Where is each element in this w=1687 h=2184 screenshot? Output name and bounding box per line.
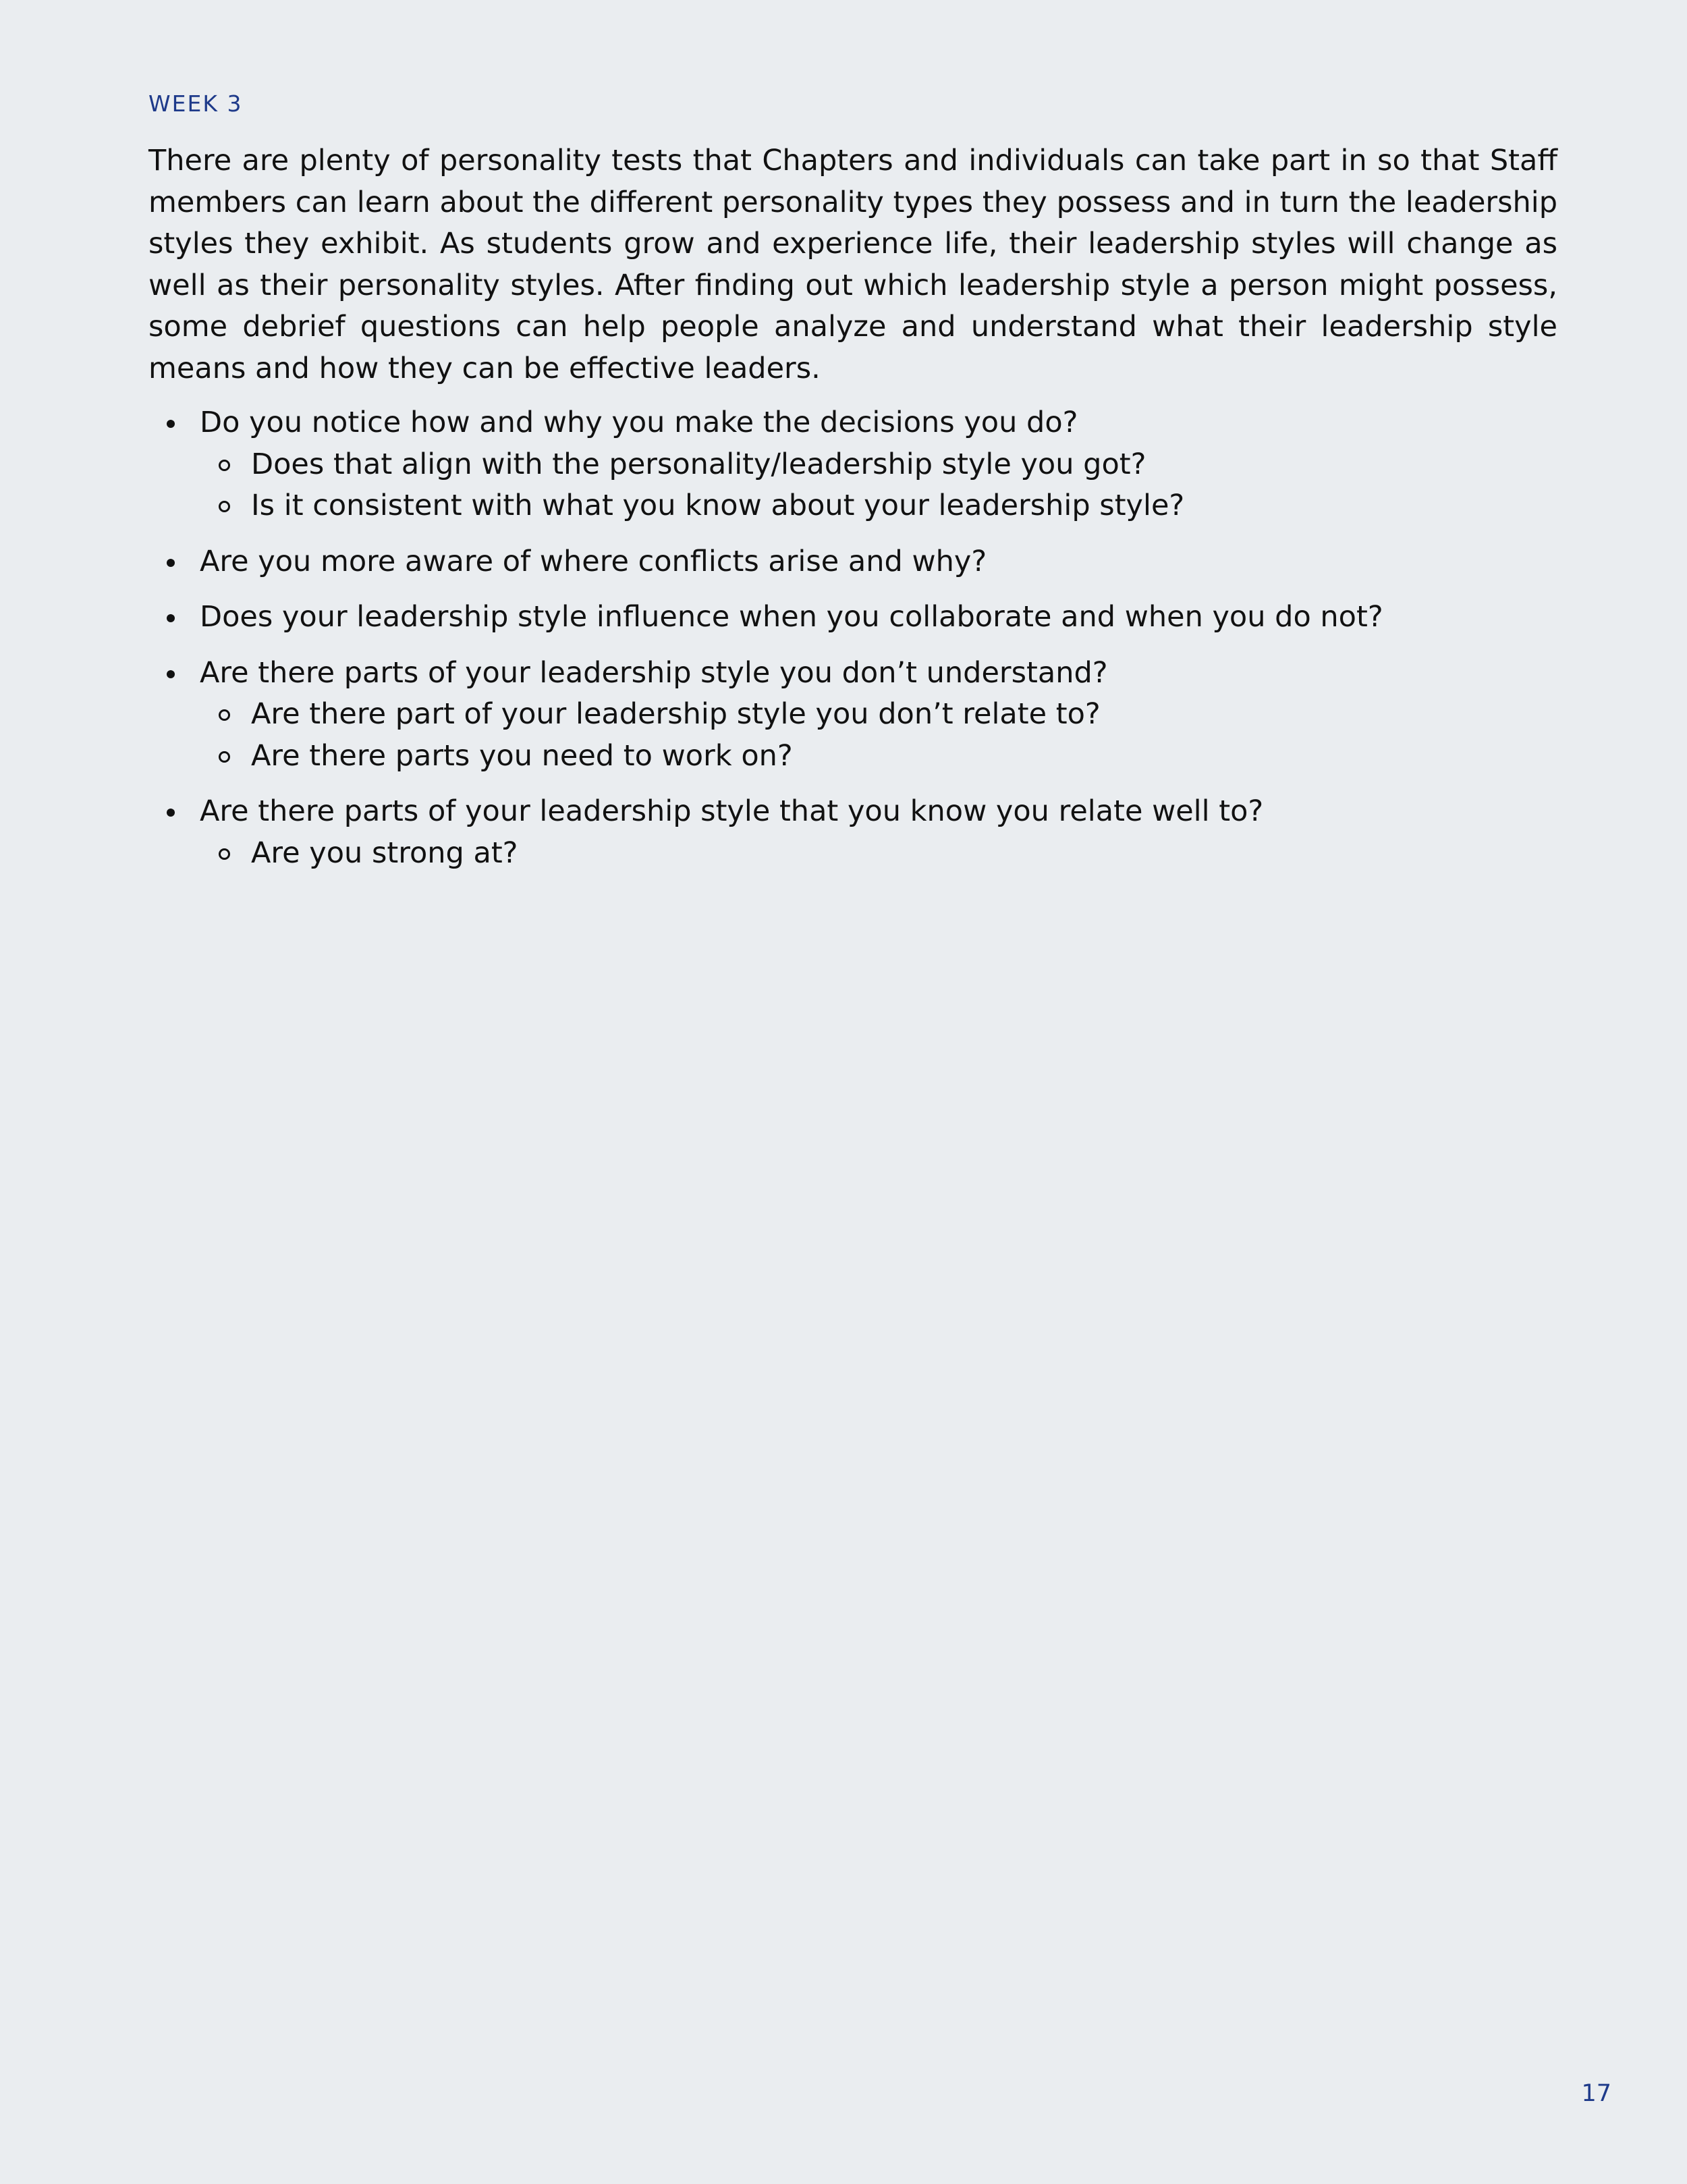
- section-label: WEEK 3: [148, 90, 243, 117]
- sub-question-item: Are there parts you need to work on?: [251, 736, 1651, 777]
- question-item: [200, 541, 1651, 583]
- sub-question-item: Are there part of your leadership style you don’t relate to?: [251, 694, 1651, 736]
- question-text: Do you notice how and why you make the decisions you do?: [200, 406, 1078, 439]
- sub-question-list: [200, 444, 1651, 527]
- sub-question-list: [200, 833, 1651, 875]
- sub-question-item: Does that align with the personality/leadership style you got?: [251, 444, 1651, 486]
- question-item: [200, 791, 1651, 874]
- intro-paragraph: There are plenty of personality tests that Chapters and individuals can take part in so that Staff members can learn about the different personality types they possess and in turn the leadership styles they exhibit. As students grow and experience life, their leadership styles will change as well as their personality styles. After finding out which leadership style a person might possess, some debrief questions can help people analyze and understand what their leadership style means and how they can be effective leaders.: [148, 144, 1557, 385]
- question-item: [200, 597, 1651, 638]
- question-item: [200, 653, 1651, 777]
- debrief-question-list: [148, 402, 1651, 888]
- question-text: Are there parts of your leadership style that you know you relate well to?: [200, 794, 1264, 828]
- question-item: [200, 402, 1651, 527]
- sub-question-list: [200, 694, 1651, 777]
- question-text: Does your leadership style influence when you collaborate and when you do not?: [200, 600, 1383, 634]
- page-number: 17: [1581, 2080, 1611, 2107]
- question-text: Are you more aware of where conflicts arise and why?: [200, 544, 987, 578]
- sub-question-item: Are you strong at?: [251, 833, 1651, 875]
- question-text: Are there parts of your leadership style you don’t understand?: [200, 655, 1108, 690]
- sub-question-item: Is it consistent with what you know about your leadership style?: [251, 485, 1651, 527]
